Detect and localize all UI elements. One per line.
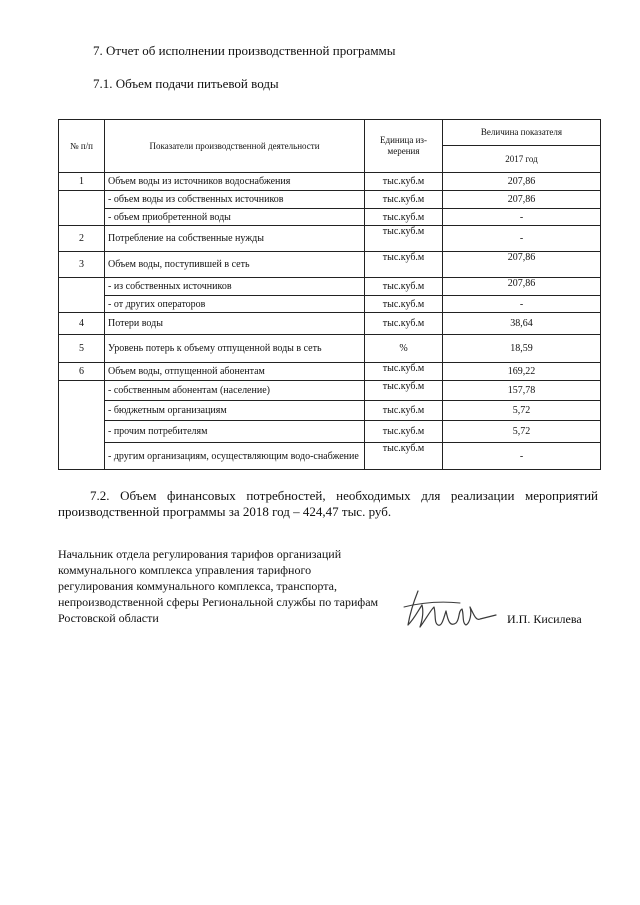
header-year: 2017 год — [443, 146, 601, 173]
row-value: 207,86 — [443, 191, 601, 209]
row-value: 5,72 — [443, 421, 601, 443]
table-row — [59, 252, 601, 278]
row-unit: тыс.куб.м — [365, 401, 443, 421]
row-unit: тыс.куб.м — [365, 313, 443, 335]
row-indicator: - от других операторов — [105, 296, 365, 313]
signatory-position: Начальник отдела регулирования тарифов организаций коммунального комплекса управления тарифного регулирования коммунального комплекса, транспорта, непроизводственной сферы Региональной службы по тарифам Ростовской области — [58, 547, 379, 625]
row-value: 207,86 — [443, 252, 601, 278]
table-row — [59, 443, 601, 470]
row-indicator: - объем воды из собственных источников — [105, 191, 365, 209]
table-row — [59, 335, 601, 363]
row-indicator: Объем воды из источников водоснабжения — [105, 173, 365, 191]
signatory-name: И.П. Кисилева — [507, 612, 582, 626]
header-value: Величина показателя — [443, 120, 601, 146]
handwritten-signature — [400, 585, 500, 635]
row-unit: тыс.куб.м — [365, 296, 443, 313]
table-row — [59, 401, 601, 421]
row-unit: % — [365, 335, 443, 363]
row-indicator: - собственным абонентам (население) — [105, 381, 365, 401]
row-unit: тыс.куб.м — [365, 363, 443, 381]
row-value: 207,86 — [443, 173, 601, 191]
row-unit: тыс.куб.м — [365, 443, 443, 470]
table-row — [59, 381, 601, 401]
row-unit: тыс.куб.м — [365, 381, 443, 401]
header-num: № п/п — [59, 120, 105, 173]
row-value: 38,64 — [443, 313, 601, 335]
row-indicator: - другим организациям, осуществляющим водо-снабжение — [105, 443, 365, 470]
header-unit: Единица из-мерения — [365, 120, 443, 173]
row-unit: тыс.куб.м — [365, 226, 443, 252]
section-7-1-heading: 7.1. Объем подачи питьевой воды — [93, 76, 279, 91]
row-indicator: Уровень потерь к объему отпущенной воды в сеть — [105, 335, 365, 363]
table-row — [59, 191, 601, 209]
row-num: 5 — [59, 335, 105, 363]
row-value: 169,22 — [443, 363, 601, 381]
row-num — [59, 381, 105, 470]
water-supply-table — [58, 119, 601, 470]
row-num: 1 — [59, 173, 105, 191]
row-num — [59, 278, 105, 313]
row-num: 6 — [59, 363, 105, 381]
row-value: - — [443, 443, 601, 470]
table-row — [59, 209, 601, 226]
table-row — [59, 226, 601, 252]
row-indicator: Объем воды, отпущенной абонентам — [105, 363, 365, 381]
row-unit: тыс.куб.м — [365, 252, 443, 278]
row-num: 4 — [59, 313, 105, 335]
row-value: - — [443, 296, 601, 313]
row-value: 207,86 — [443, 278, 601, 296]
row-indicator: Потери воды — [105, 313, 365, 335]
table-row — [59, 278, 601, 296]
row-value: - — [443, 209, 601, 226]
row-indicator: - из собственных источников — [105, 278, 365, 296]
row-unit: тыс.куб.м — [365, 278, 443, 296]
row-unit: тыс.куб.м — [365, 421, 443, 443]
row-num: 3 — [59, 252, 105, 278]
row-indicator: Потребление на собственные нужды — [105, 226, 365, 252]
row-indicator: Объем воды, поступившей в сеть — [105, 252, 365, 278]
table-row — [59, 173, 601, 191]
row-value: - — [443, 226, 601, 252]
section-7-2-paragraph: 7.2. Объем финансовых потребностей, необходимых для реализации мероприятий производственной программы за 2018 год – 424,47 тыс. руб. — [58, 488, 598, 519]
row-num — [59, 191, 105, 226]
row-unit: тыс.куб.м — [365, 191, 443, 209]
row-unit: тыс.куб.м — [365, 173, 443, 191]
header-indicator: Показатели производственной деятельности — [105, 120, 365, 173]
row-indicator: - прочим потребителям — [105, 421, 365, 443]
row-unit: тыс.куб.м — [365, 209, 443, 226]
row-value: 157,78 — [443, 381, 601, 401]
row-indicator: - бюджетным организациям — [105, 401, 365, 421]
table-header-row — [59, 120, 601, 146]
table-row — [59, 313, 601, 335]
table-row — [59, 363, 601, 381]
table-row — [59, 421, 601, 443]
table-row — [59, 296, 601, 313]
section-7-heading: 7. Отчет об исполнении производственной программы — [93, 43, 396, 58]
row-indicator: - объем приобретенной воды — [105, 209, 365, 226]
row-num: 2 — [59, 226, 105, 252]
row-value: 5,72 — [443, 401, 601, 421]
row-value: 18,59 — [443, 335, 601, 363]
